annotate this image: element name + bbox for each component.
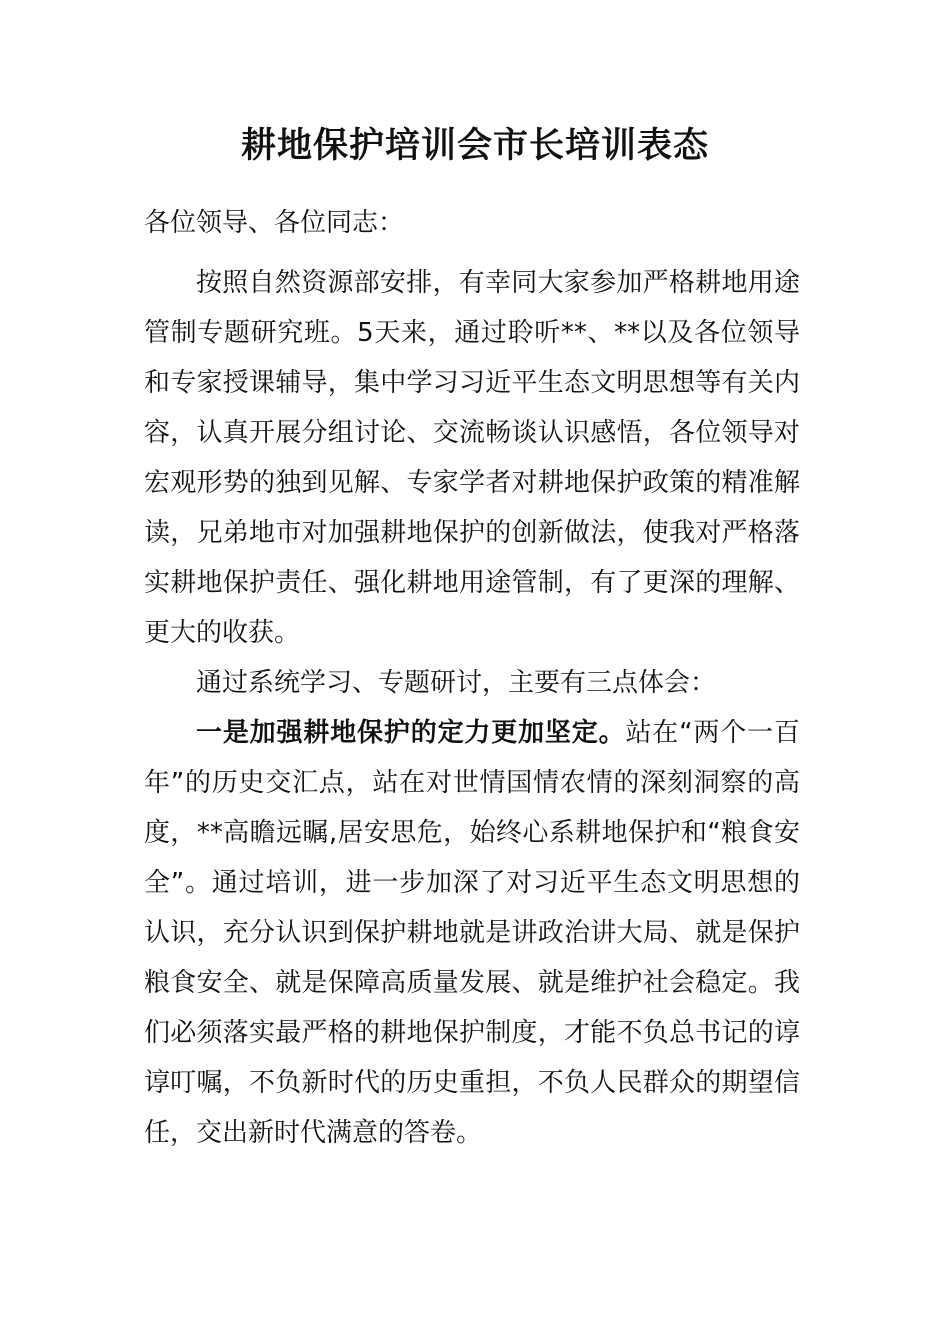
document-body xyxy=(144,198,800,1158)
paragraph-point-one xyxy=(144,708,800,1158)
salutation: 各位领导、各位同志： xyxy=(144,208,405,238)
paragraph-intro: 按照自然资源部安排，有幸同大家参加严格耕地用途管制专题研究班。5天来，通过聆听**、**以及各位领导和专家授课辅导，集中学习习近平生态文明思想等有关内容，认真开展分组讨论、交流畅谈认识感悟，各位领导对宏观形势的独到见解、专家学者对耕地保护政策的精准解读，兄弟地市对加强耕地保护的创新做法，使我对严格落实耕地保护责任、强化耕地用途管制，有了更深的理解、更大的收获。 xyxy=(144,268,800,648)
document-title: 耕地保护培训会市长培训表态 xyxy=(240,125,709,166)
point-one-lead: 一是加强耕地保护的定力更加坚定。 xyxy=(196,718,626,748)
paragraph-summary: 通过系统学习、专题研讨，主要有三点体会： xyxy=(196,668,717,698)
point-one-text: 站在“两个一百年”的历史交汇点，站在对世情国情农情的深刻洞察的高度，**高瞻远瞩,居安思危，始终心系耕地保护和“粮食安全”。通过培训，进一步加深了对习近平生态文明思想的认识，充分认识到保护耕地就是讲政治讲大局、就是保护粮食安全、就是保障高质量发展、就是维护社会稳定。我们必须落实最严格的耕地保护制度，才能不负总书记的谆谆叮嘱，不负新时代的历史重担，不负人民群众的期望信任，交出新时代满意的答卷。 xyxy=(144,718,800,1148)
